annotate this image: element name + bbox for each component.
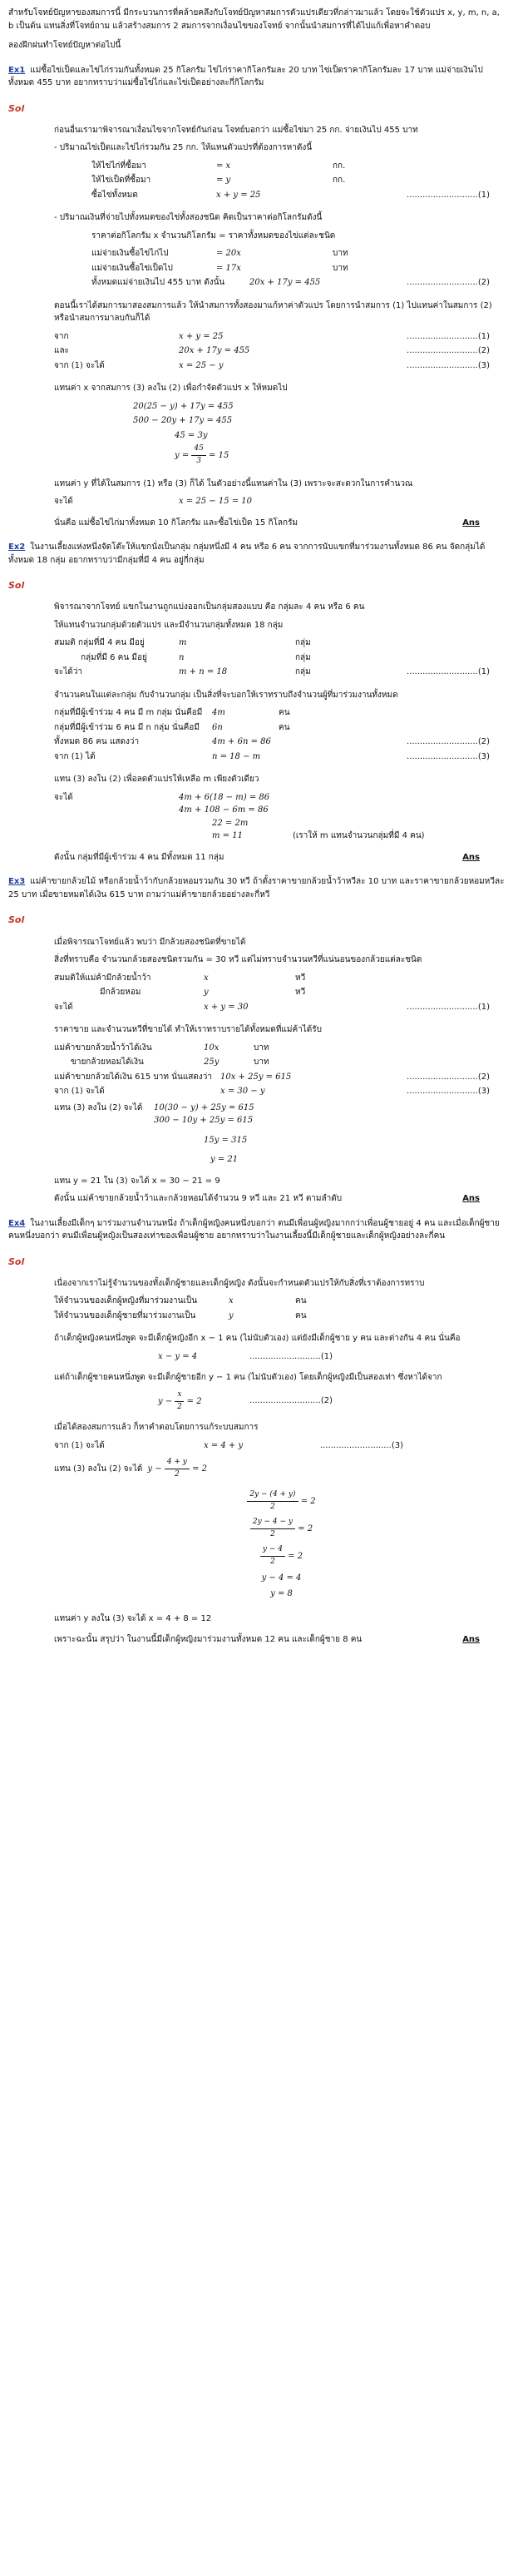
ex1-row-4	[91, 247, 505, 260]
ex1-fraction-den: 3	[196, 456, 201, 465]
ex3-solve-line-2: 300 − 10y + 25y = 615	[154, 1116, 254, 1126]
ex2-step-1: พิจารณาจากโจทย์ แขกในงานถูกแบ่งออกเป็นกลุ่มสองแบบ คือ กลุ่มละ 4 คน หรือ 6 คน	[54, 602, 365, 612]
ex4-line-2	[58, 1489, 505, 1513]
ex2-solve-line-3	[179, 830, 425, 843]
ex3-solve-line-3: 15y = 315	[204, 1135, 248, 1145]
ex4-ans-label: Ans	[462, 1635, 480, 1645]
ex2-solve-line-0: 4m + 6(18 − m) = 86	[179, 792, 270, 802]
ex1-solve-line-2: 500 − 20y + 17y = 455	[133, 416, 233, 426]
ex1-solve-line-4-post: = 15	[209, 450, 229, 460]
ex1-system-block	[8, 330, 505, 373]
ex1-eq-1-ref: ...........................(1)	[407, 190, 490, 200]
ex1-row-10-expr: x = 25 − 15 = 10	[179, 497, 253, 507]
ex1-step-3: - ปริมาณเงินที่จ่ายไปทั้งหมดของไข่ทั้งสองชนิด คิดเป็นราคาต่อกิโลกรัมดังนี้	[54, 213, 323, 223]
ex3-row-2-unit: หวี	[295, 988, 306, 998]
ex4-solve-head	[8, 1457, 505, 1481]
ex4-eq-2-pre: y −	[158, 1396, 173, 1406]
ex2-step-3: จำนวนคนในแต่ละกลุ่ม กับจำนวนกลุ่ม เป็นสิ่งที่จะบอกให้เราทราบถึงจำนวนผู้ที่มาร่วมงานทั้งหมด	[54, 690, 398, 700]
ex2-eq-2-ref: ...........................(2)	[407, 737, 490, 747]
ex2-row-2	[54, 651, 505, 665]
example-2-label: Ex2	[8, 542, 26, 552]
ex4-answer	[8, 1633, 505, 1647]
ex3-row-5-expr: 25y	[204, 1058, 220, 1068]
ex1-subst-block	[8, 495, 505, 508]
ex4-row-1-expr: x	[229, 1296, 234, 1306]
ex1-step-6: แทนค่า x จากสมการ (3) ลงใน (2) เพื่อกำจัดตัวแปร x ให้หมดไป	[54, 384, 288, 394]
ex1-row-8-expr: 20x + 17y = 455	[179, 346, 250, 356]
ex1-ans-label: Ans	[462, 518, 480, 528]
ex2-note: (เราให้ m แทนจำนวนกลุ่มที่มี 4 คน)	[292, 831, 425, 841]
ex3-row-1	[54, 972, 505, 985]
ex4-row-2-unit: คน	[295, 1310, 307, 1320]
ex3-row-4	[54, 1042, 505, 1055]
ex4-line-4-fraction	[260, 1544, 285, 1568]
ex4-eq-1: x − y = 4	[158, 1351, 198, 1361]
ex2-eq-1-ref: ...........................(1)	[407, 667, 490, 677]
ex2-eq-3-ref: ...........................(3)	[407, 751, 490, 761]
example-2-question	[8, 541, 505, 567]
ex1-row-5-unit: บาท	[333, 263, 348, 273]
ex1-row-7	[54, 330, 505, 344]
ex2-row-3-unit: กลุ่ม	[295, 667, 311, 677]
ex1-row-5-label: แม่จ่ายเงินซื้อไข่เป็ดไป	[91, 263, 173, 273]
ex1-row-5-expr: = 17x	[216, 263, 241, 273]
ex4-line-6: y = 8	[270, 1589, 293, 1599]
ex1-row-6	[91, 276, 505, 290]
ex3-step-3: ราคาขาย และจำนวนหวีที่ขายได้ ทำให้เราทราบรายได้ทั้งหมดที่แม่ค้าได้รับ	[54, 1025, 323, 1035]
ex2-solve-block	[8, 791, 505, 843]
ex2-answer	[8, 851, 505, 864]
ex1-row-9-expr: x = 25 − y	[179, 360, 224, 370]
ex4-line-2-post: = 2	[300, 1497, 316, 1507]
ex3-row-7-expr: x = 30 − y	[220, 1087, 265, 1097]
ex2-row-3	[54, 666, 505, 679]
ex2-solve-pre: จะได้	[54, 792, 73, 802]
ex4-line-3-fraction	[250, 1517, 295, 1541]
ex3-row-1-expr: x	[204, 973, 209, 983]
ex1-answer	[8, 517, 505, 530]
ex4-step-3: แต่ถ้าเด็กผู้ชายคนหนึ่งพูด จะมีเด็กผู้ชายอีก y − 1 คน (ไม่นับตัวเอง) โดยเด็กผู้หญิงมีเป็นสองเท่า ซึ่งหาได้จาก	[54, 1373, 442, 1383]
ex4-row-3-label: จาก (1) จะได้	[54, 1440, 105, 1450]
ex4-line-2-fraction	[247, 1489, 298, 1513]
ex1-row-3-label: ซื้อไข่ทั้งหมด	[91, 190, 138, 200]
ex2-step-2: ให้แทนจำนวนกลุ่มด้วยตัวแปร และมีจำนวนกลุ่มทั้งหมด 18 กลุ่ม	[54, 620, 284, 630]
ex3-income-block	[8, 1042, 505, 1098]
example-4-label: Ex4	[8, 1218, 26, 1228]
ex1-fraction	[191, 443, 205, 468]
ex2-ans-label: Ans	[462, 852, 480, 862]
ex2-assign-block	[8, 637, 505, 679]
ex1-row-10	[54, 495, 505, 508]
ex3-row-1-label: สมมติให้แม่ค้ามีกล้วยน้ำว้า	[54, 973, 151, 983]
ex2-row-7-expr: n = 18 − m	[212, 751, 261, 761]
ex3-row-3-expr: x + y = 30	[204, 1002, 249, 1012]
ex4-row-2-label: ให้จำนวนของเด็กผู้ชายที่มาร่วมงานเป็น	[54, 1310, 196, 1320]
ex1-solve-line-4-pre: y =	[175, 450, 190, 460]
ex1-row-2	[91, 174, 505, 187]
ex1-row-1-unit: กก.	[333, 161, 346, 171]
example-4-question	[8, 1217, 505, 1243]
ex2-solve-line-2: 22 = 2m	[212, 818, 249, 828]
ex4-subst-block	[8, 1439, 505, 1453]
ex4-solve-lines	[8, 1489, 505, 1601]
ex2-row-5-expr: 6n	[212, 722, 223, 732]
ex4-eq-2-den: 2	[177, 1402, 182, 1411]
ex1-row-8-label: และ	[54, 346, 69, 356]
ex1-step-2: - ปริมาณไข่เป็ดและไข่ไก่รวมกัน 25 กก. ให้แทนตัวแปรที่ต้องการหาดังนี้	[54, 143, 313, 153]
ex4-line-3-den: 2	[270, 1530, 275, 1539]
ex3-row-5-label: ขายกล้วยหอมได้เงิน	[71, 1058, 144, 1068]
ex2-solve-lines	[179, 791, 425, 843]
ex1-row-9-label: จาก (1) จะได้	[54, 360, 105, 370]
ex1-row-4-label: แม่จ่ายเงินซื้อไข่ไก่ไป	[91, 249, 169, 259]
ex3-row-5	[54, 1056, 505, 1069]
ex4-step-5: แทนค่า y ลงใน (3) จะได้ x = 4 + 8 = 12	[54, 1613, 212, 1623]
ex1-row-6-label: ทั้งหมดแม่จ่ายเงินไป 455 บาท ดังนั้น	[91, 278, 225, 288]
ex2-row-4-expr: 4m	[212, 708, 225, 718]
ex3-solve-lines	[154, 1102, 254, 1167]
ex3-row-6-expr: 10x + 25y = 615	[220, 1072, 292, 1082]
ex1-assign-block	[8, 160, 505, 202]
ex4-solve-line-1	[147, 1457, 207, 1481]
ex3-solve-block	[8, 1102, 505, 1167]
ex2-solve-line-3-expr: m = 11	[212, 831, 243, 841]
ex1-answer-text: นั่นคือ แม่ซื้อไข่ไก่มาทั้งหมด 10 กิโลกรัม และซื้อไข่เป็ด 15 กิโลกรัม	[54, 518, 298, 528]
ex2-people-block	[8, 706, 505, 763]
ex3-row-2-label: มีกล้วยหอม	[100, 988, 141, 998]
ex4-row-2-expr: y	[229, 1310, 234, 1320]
ex1-row-3	[91, 189, 505, 202]
ex1-solve-block	[8, 400, 505, 468]
ex3-row-3-label: จะได้	[54, 1002, 73, 1012]
ex3-row-6-label: แม่ค้าขายกล้วยได้เงิน 615 บาท นั่นแสดงว่า	[54, 1072, 212, 1082]
example-3-text: แม่ค้าขายกล้วยไม้ หรือกล้วยน้ำว้ากับกล้วยหอมรวมกัน 30 หวี ถ้าตั้งราคาขายกล้วยน้ำว้าหวีละ 10 บาท และราคาขายกล้วยหอมหวีละ 25 บาท เมื่อขายหมดได้เงิน 615 บาท ถามว่าแม่ค้าขายกล้วยอย่างละกี่หวี	[8, 877, 505, 899]
ex2-row-2-label: กลุ่มที่มี 6 คน มีอยู่	[81, 652, 147, 662]
ex3-row-2	[54, 986, 505, 999]
ex1-row-2-label: ให้ไข่เป็ดที่ซื้อมา	[91, 176, 151, 186]
ex3-step-1: เมื่อพิจารณาโจทย์แล้ว พบว่า มีกล้วยสองชนิดที่ขายได้	[54, 937, 246, 947]
ex3-solve-pre: แทน (3) ลงใน (2) จะได้	[54, 1102, 143, 1112]
ex1-row-3-expr: x + y = 25	[216, 190, 261, 200]
ex1-row-7-expr: x + y = 25	[179, 331, 224, 341]
example-1-label: Ex1	[8, 65, 26, 75]
ex4-line-1-den: 2	[174, 1470, 180, 1479]
ex4-line-4-post: = 2	[288, 1552, 303, 1561]
ex4-row-3	[54, 1439, 505, 1453]
ex4-eq-2-num: x	[175, 1390, 184, 1402]
ex3-step-4: แทน y = 21 ใน (3) จะได้ x = 30 − 21 = 9	[54, 1176, 220, 1186]
ex2-row-1-unit: กลุ่ม	[295, 638, 311, 648]
ex3-row-4-expr: 10x	[204, 1043, 220, 1053]
ex4-eq-2	[158, 1390, 249, 1414]
ex2-row-5-unit: คน	[279, 722, 290, 732]
example-2-text: ในงานเลี้ยงแห่งหนึ่งจัดโต๊ะให้แขกนั่งเป็นกลุ่ม กลุ่มหนึ่งมี 4 คน หรือ 6 คน จากการนับแขกที่มาร่วมงานทั้งหมด 86 คน จัดกลุ่มได้ทั้งหมด 18 กลุ่ม อยากทราบว่ามีกลุ่มที่มี 4 คน อยู่กี่กลุ่ม	[8, 542, 486, 565]
ex4-solve-pre: แทน (3) ลงใน (2) จะได้	[54, 1464, 143, 1474]
ex2-row-7-label: จาก (1) ได้	[54, 751, 96, 761]
ex1-row-2-expr: = y	[216, 176, 231, 186]
example-3-label: Ex3	[8, 877, 26, 887]
example-1-sol-label: Sol	[8, 102, 25, 114]
ex2-solve-line-1: 4m + 108 − 6m = 86	[179, 805, 269, 815]
intro-instruction: ลองฝึกฝนทำโจทย์ปัญหาต่อไปนี้	[8, 41, 121, 50]
ex2-row-5	[54, 721, 505, 735]
ex1-row-1-label: ให้ไข่ไก่ที่ซื้อมา	[91, 161, 147, 171]
ex1-step-1: ก่อนอื่นเรามาพิจารณาเงื่อนไขจากโจทย์กันก่อน โจทย์บอกว่า แม่ซื้อไข่มา 25 กก. จ่ายเงินไป 455 บาท	[54, 125, 418, 135]
ex4-step-4: เมื่อได้สองสมการแล้ว ก็หาคำตอบโดยการแก้ระบบสมการ	[54, 1423, 259, 1433]
ex4-assign-block	[8, 1295, 505, 1322]
ex1-row-4-expr: = 20x	[216, 249, 241, 259]
ex1-row-8-ref: ...........................(2)	[407, 346, 490, 356]
ex4-eq-1-ref: ...........................(1)	[249, 1351, 333, 1361]
ex4-line-4-den: 2	[270, 1558, 275, 1566]
ex4-step-1: เนื่องจากเราไม่รู้จำนวนของทั้งเด็กผู้ชายและเด็กผู้หญิง ดังนั้นจะกำหนดตัวแปรให้กับสิ่งที่เราต้องการทราบ	[54, 1278, 425, 1288]
ex2-row-4	[54, 706, 505, 720]
ex4-line-2-num: 2y − (4 + y)	[247, 1489, 298, 1502]
ex2-row-1-expr: m	[179, 638, 187, 648]
ex3-row-7	[54, 1085, 505, 1098]
ex1-row-9	[54, 359, 505, 373]
example-2-sol-label: Sol	[8, 580, 25, 592]
ex4-row-3-expr: x = 4 + y	[204, 1440, 244, 1450]
ex4-answer-text: เพราะฉะนั้น สรุปว่า ในงานนี้มีเด็กผู้หญิงมาร่วมงานทั้งหมด 12 คน และเด็กผู้ชาย 8 คน	[54, 1635, 363, 1645]
ex2-row-3-label: จะได้ว่า	[54, 667, 82, 677]
ex1-row-7-ref: ...........................(1)	[407, 331, 490, 341]
example-1-question	[8, 64, 505, 90]
ex4-line-5: y − 4 = 4	[261, 1573, 302, 1583]
ex3-row-6	[54, 1071, 505, 1084]
ex1-solve-line-1: 20(25 − y) + 17y = 455	[133, 401, 234, 411]
ex1-row-1	[91, 160, 505, 173]
ex3-eq-3-ref: ...........................(3)	[407, 1087, 490, 1097]
ex3-row-1-unit: หวี	[295, 973, 306, 983]
ex1-eq-2-ref: ...........................(2)	[407, 278, 490, 288]
ex2-row-1	[54, 637, 505, 650]
example-4-sol-label: Sol	[8, 1256, 25, 1267]
example-4-text: ในงานเลี้ยงมีเด็กๆ มาร่วมงานจำนวนหนึ่ง ถ้าเด็กผู้หญิงคนหนึ่งบอกว่า ตนมีเพื่อนผู้หญิงมากกว่าเพื่อนผู้ชายอยู่ 4 คน และเมื่อเด็กผู้ชายคนหนึ่งบอกว่า ตนมีเพื่อนผู้หญิงเป็นสองเท่าของเพื่อนผู้ชาย อยากทราบว่าในงานเลี้ยงนี้มีเด็กผู้ชายและเด็กผู้หญิงอย่างละกี่คน	[8, 1218, 500, 1241]
ex2-row-1-label: สมมติ กลุ่มที่มี 4 คน มีอยู่	[54, 638, 145, 648]
intro-paragraph: สำหรับโจทย์ปัญหาของสมการนี้ มีกระบวนการที่คล้ายคลึงกับโจทย์ปัญหาสมการตัวแปรเดียวที่กล่าวมาแล้ว โดยจะใช้ตัวแปร x, y, m, n, a, b เป็นต้น แทนสิ่งที่โจทย์ถาม แล้วสร้างสมการ 2 สมการจากเงื่อนไขของโจทย์ จากนั้นนำสมการที่ได้ไปแก้เพื่อหาคำตอบ	[8, 8, 500, 31]
ex1-row-6-expr: 20x + 17y = 455	[249, 278, 321, 288]
ex2-step-4: แทน (3) ลงใน (2) เพื่อลดตัวแปรให้เหลือ m เพียงตัวเดียว	[54, 775, 259, 785]
ex1-step-7: แทนค่า y ที่ได้ในสมการ (1) หรือ (3) ก็ได้ ในตัวอย่างนี้แทนค่าใน (3) เพราะจะสะดวกในการคำนวณ	[54, 478, 413, 488]
ex3-row-4-unit: บาท	[254, 1043, 269, 1053]
ex2-row-5-label: กลุ่มที่มีผู้เข้าร่วม 6 คน มี n กลุ่ม นั่นคือมี	[54, 722, 200, 732]
ex2-row-2-expr: n	[179, 652, 185, 662]
ex1-row-1-expr: = x	[216, 161, 231, 171]
ex4-line-4	[58, 1544, 505, 1568]
ex1-step-4: ราคาต่อกิโลกรัม x จำนวนกิโลกรัม = ราคาทั้งหมดของไข่แต่ละชนิด	[91, 230, 336, 240]
example-3-sol-label: Sol	[8, 914, 25, 926]
ex4-eq-2-post: = 2	[186, 1396, 202, 1406]
ex3-answer	[8, 1192, 505, 1206]
ex4-line-2-den: 2	[270, 1503, 275, 1512]
ex4-step-2: ถ้าเด็กผู้หญิงคนหนึ่งพูด จะมีเด็กผู้หญิงอีก x − 1 คน (ไม่นับตัวเอง) แต่ยังมีเด็กผู้ชาย y คน และต่างกัน 4 คน นั่นคือ	[54, 1334, 461, 1344]
ex1-fraction-num: 45	[191, 443, 205, 456]
ex2-row-3-expr: m + n = 18	[179, 667, 228, 677]
ex2-row-4-label: กลุ่มที่มีผู้เข้าร่วม 4 คน มี m กลุ่ม นั่นคือมี	[54, 708, 203, 718]
ex3-solve-line-4: y = 21	[210, 1155, 239, 1165]
ex1-row-7-label: จาก	[54, 331, 69, 341]
ex2-row-6	[54, 736, 505, 749]
ex1-row-10-label: จะได้	[54, 497, 73, 507]
ex3-row-2-expr: y	[204, 988, 209, 998]
ex4-line-3	[58, 1517, 505, 1541]
ex1-row-8	[54, 344, 505, 358]
ex1-row-9-ref: ...........................(3)	[407, 360, 490, 370]
ex4-row-1-unit: คน	[295, 1296, 307, 1306]
ex2-row-2-unit: กลุ่ม	[295, 652, 311, 662]
ex3-ans-label: Ans	[462, 1194, 480, 1204]
ex3-row-5-unit: บาท	[254, 1058, 269, 1068]
ex1-cost-block	[8, 247, 505, 290]
ex4-row-1	[54, 1295, 505, 1308]
ex1-row-5	[91, 262, 505, 275]
example-1-text: แม่ซื้อไข่เป็ดและไข่ไก่รวมกันทั้งหมด 25 กิโลกรัม ไข่ไก่ราคากิโลกรัมละ 20 บาท ไข่เป็ดราคากิโลกรัมละ 17 บาท แม่จ่ายเงินไปทั้งหมด 455 บาท อยากทราบว่าแม่ซื้อไข่ไก่และไข่เป็ดอย่างละกี่กิโลกรัม	[8, 65, 483, 87]
ex4-line-3-num: 2y − 4 − y	[250, 1517, 295, 1529]
ex1-row-4-unit: บาท	[333, 249, 348, 259]
ex3-row-7-label: จาก (1) จะได้	[54, 1087, 105, 1097]
ex1-solve-line-4	[133, 443, 505, 468]
ex2-row-6-label: ทั้งหมด 86 คน แสดงว่า	[54, 737, 140, 747]
ex1-step-5: ตอนนี้เราได้สมการมาสองสมการแล้ว ให้นำสมการทั้งสองมาแก้หาค่าตัวแปร โดยการนำสมการ (1) ไปแทนค่าในสมการ (2) หรือนำสมการมาลบกันก็ได้	[54, 300, 492, 324]
ex4-row-1-label: ให้จำนวนของเด็กผู้หญิงที่มาร่วมงานเป็น	[54, 1296, 198, 1306]
example-3-question	[8, 875, 505, 901]
ex4-line-3-post: = 2	[298, 1524, 313, 1534]
ex4-eq-1-line	[8, 1350, 505, 1364]
ex3-step-2: สิ่งที่ทราบคือ จำนวนกล้วยสองชนิดรวมกัน = 30 หวี แต่ไม่ทราบจำนวนหวีที่แน่นอนของกล้วยแต่ละชนิด	[54, 955, 422, 965]
ex3-eq-2-ref: ...........................(2)	[407, 1072, 490, 1082]
ex4-eq-3-ref: ...........................(3)	[320, 1440, 403, 1450]
ex4-line-1-num: 4 + y	[165, 1457, 190, 1469]
ex2-row-4-unit: คน	[279, 708, 290, 718]
ex3-eq-1-ref: ...........................(1)	[407, 1002, 490, 1012]
ex2-row-7	[54, 751, 505, 764]
ex4-line-1-post: = 2	[192, 1464, 207, 1474]
ex3-assign-block	[8, 972, 505, 1014]
ex2-row-6-expr: 4m + 6n = 86	[212, 737, 271, 747]
ex1-solve-line-3: 45 = 3y	[175, 430, 208, 440]
ex4-eq-2-ref: ...........................(2)	[249, 1396, 333, 1406]
ex2-answer-text: ดังนั้น กลุ่มที่มีผู้เข้าร่วม 4 คน มีทั้งหมด 11 กลุ่ม	[54, 852, 224, 862]
ex4-eq-2-line	[8, 1390, 505, 1414]
ex4-row-2	[54, 1310, 505, 1323]
ex3-row-4-label: แม่ค้าขายกล้วยน้ำว้าได้เงิน	[54, 1043, 152, 1053]
ex1-row-2-unit: กก.	[333, 176, 346, 186]
ex3-row-3	[54, 1001, 505, 1014]
ex3-solve-line-1: 10(30 − y) + 25y = 615	[154, 1102, 254, 1112]
ex4-line-4-num: y − 4	[260, 1544, 285, 1557]
ex3-answer-text: ดังนั้น แม่ค้าขายกล้วยน้ำว้าและกล้วยหอมได้จำนวน 9 หวี และ 21 หวี ตามลำดับ	[54, 1194, 343, 1204]
ex4-eq-2-fraction	[175, 1390, 184, 1414]
ex4-line-1-pre: y −	[147, 1464, 162, 1474]
ex4-line-1-fraction	[165, 1457, 190, 1481]
